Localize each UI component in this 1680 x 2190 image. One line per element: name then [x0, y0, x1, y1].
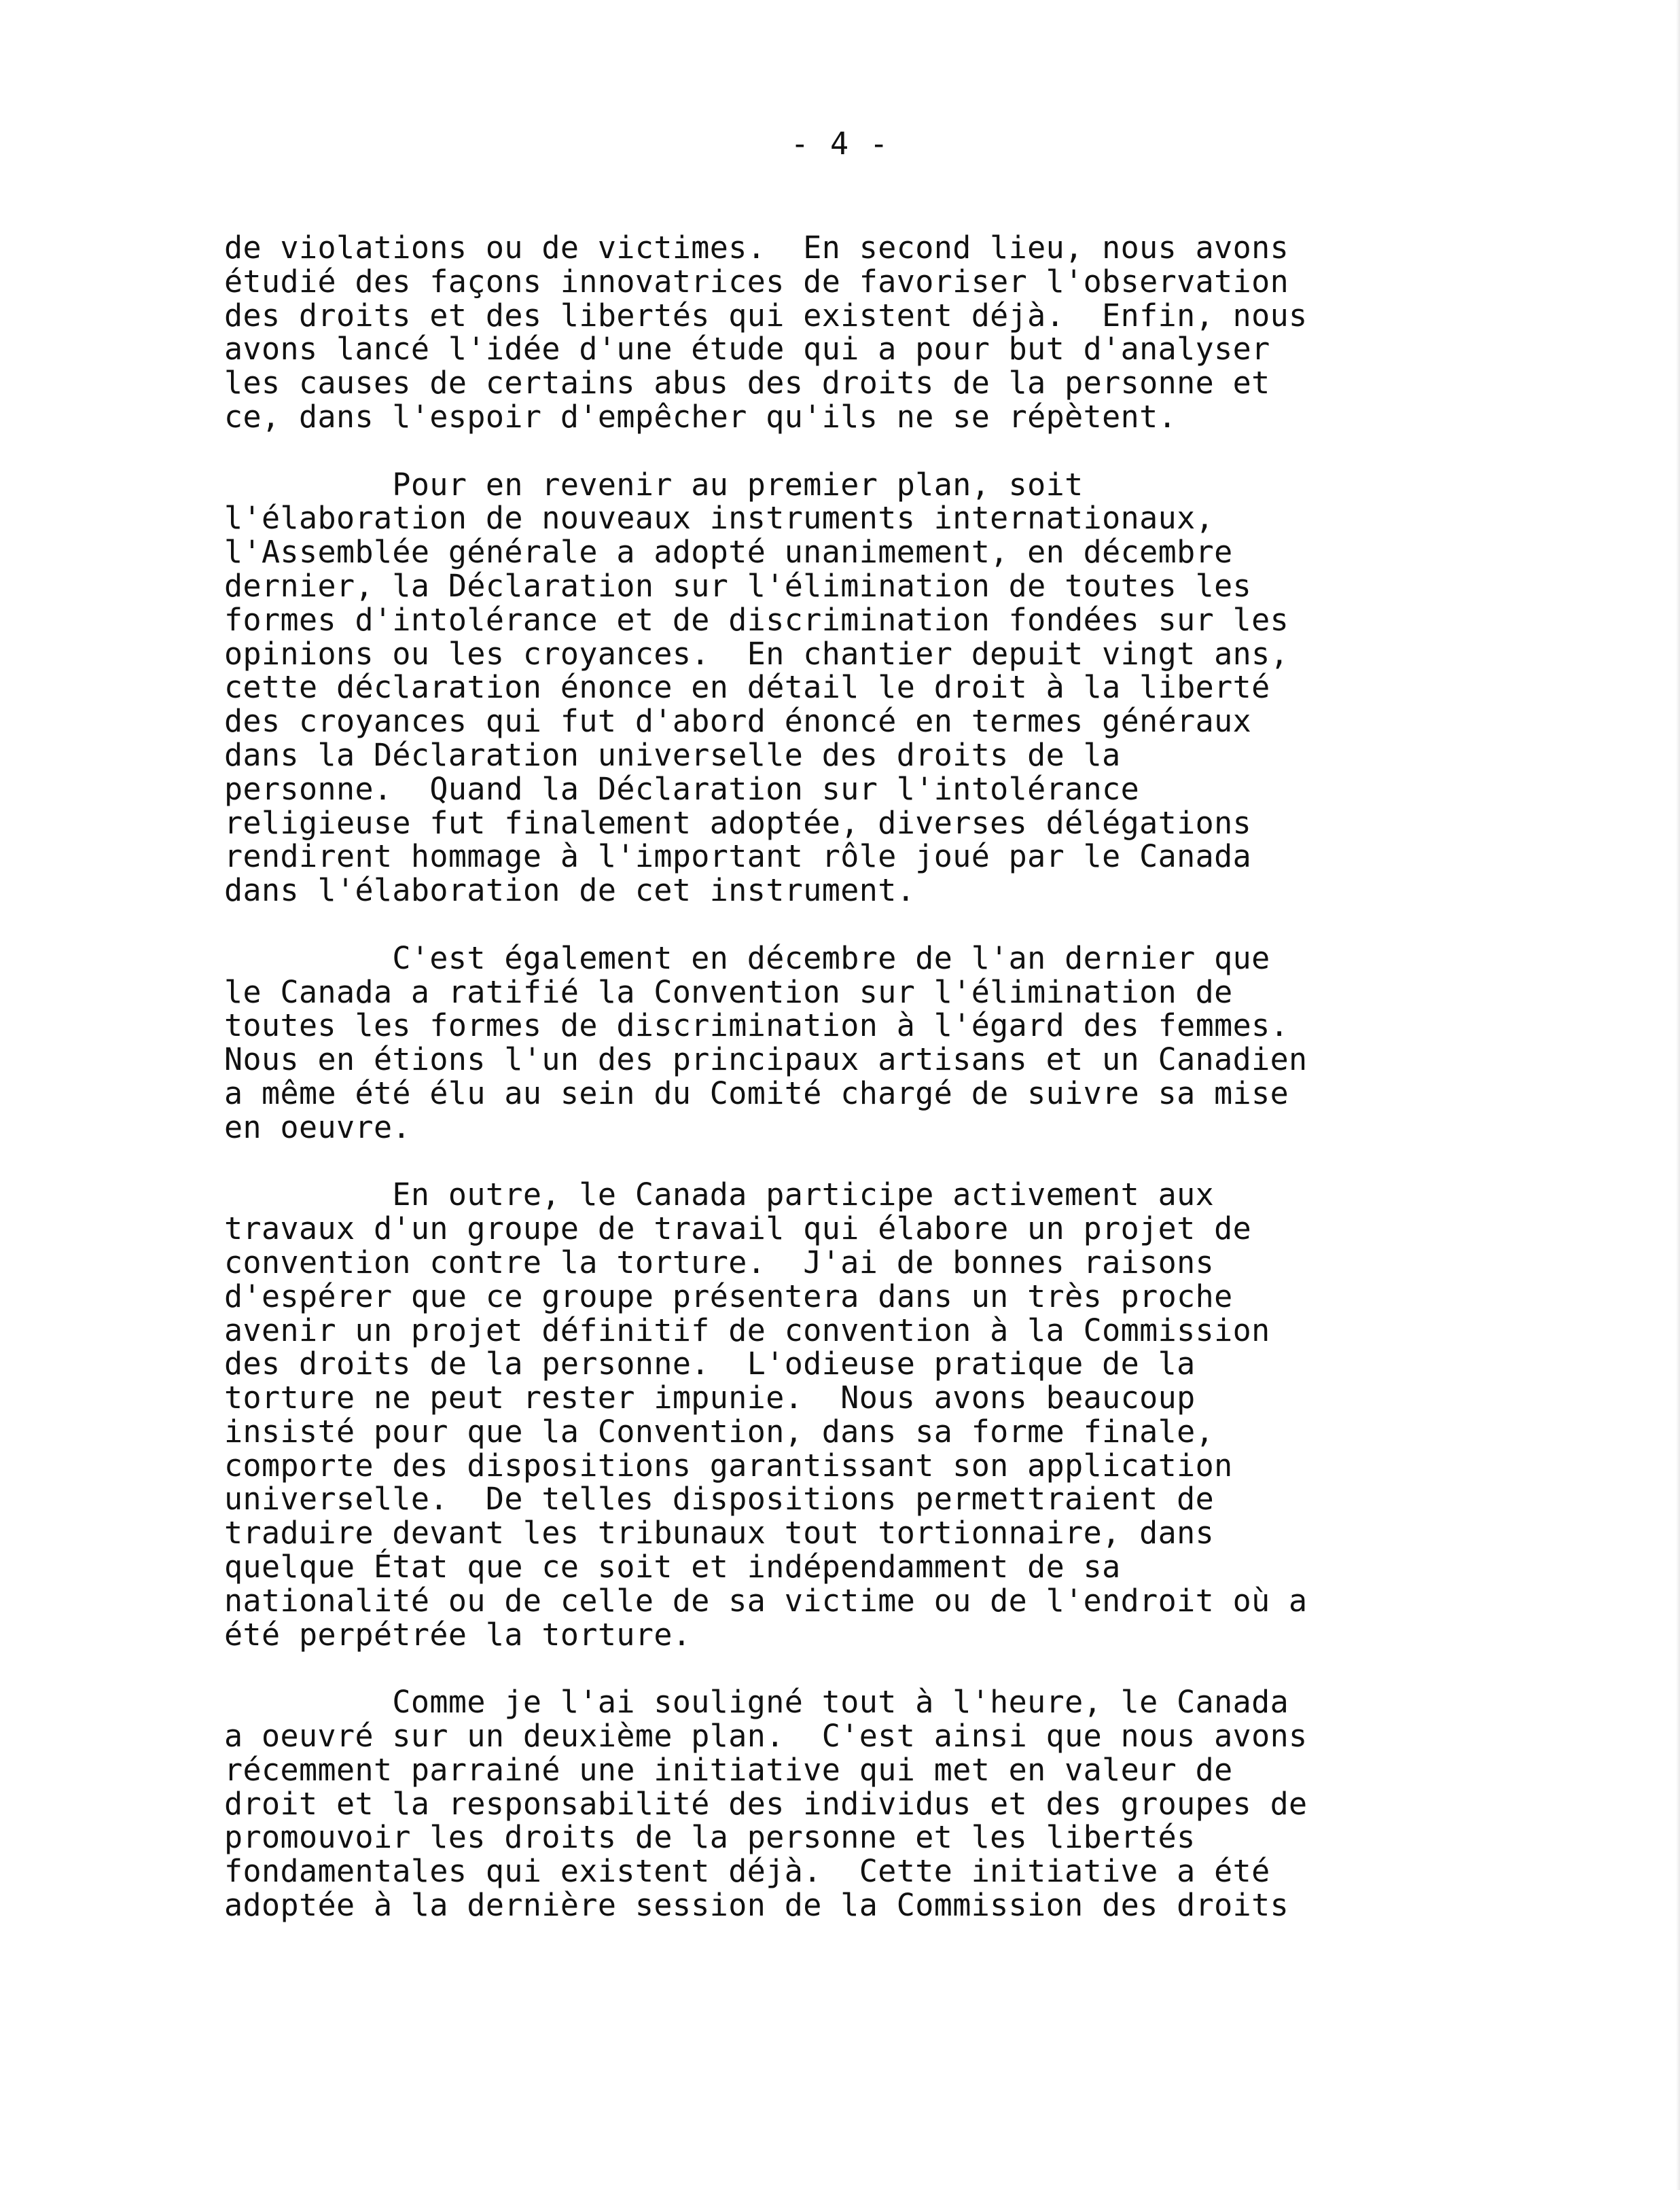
- text-line: en oeuvre.: [224, 1109, 411, 1145]
- paragraph-5: [224, 1685, 1447, 1922]
- text-line: a même été élu au sein du Comité chargé de suivre sa mise: [224, 1075, 1289, 1111]
- text-line: formes d'intolérance et de discrimination fondées sur les: [224, 601, 1289, 638]
- text-line: traduire devant les tribunaux tout tortionnaire, dans: [224, 1515, 1215, 1551]
- page-number: - 4 -: [790, 126, 890, 162]
- text-line: des droits de la personne. L'odieuse pratique de la: [224, 1346, 1196, 1382]
- text-line: quelque État que ce soit et indépendamment de sa: [224, 1549, 1121, 1585]
- paragraph-gap: [224, 908, 1447, 941]
- paragraph-4: [224, 1178, 1447, 1651]
- text-line: étudié des façons innovatrices de favoriser l'observation: [224, 263, 1289, 300]
- text-line: récemment parrainé une initiative qui met en valeur de: [224, 1751, 1233, 1788]
- text-line: promouvoir les droits de la personne et les libertés: [224, 1819, 1196, 1856]
- text-line: d'espérer que ce groupe présentera dans un très proche: [224, 1278, 1233, 1314]
- text-line: comporte des dispositions garantissant son application: [224, 1447, 1233, 1484]
- text-line: des droits et des libertés qui existent déjà. Enfin, nous: [224, 297, 1308, 334]
- text-line: adoptée à la dernière session de la Commission des droits: [224, 1887, 1289, 1924]
- text-line: dernier, la Déclaration sur l'élimination de toutes les: [224, 567, 1252, 604]
- text-line: torture ne peut rester impunie. Nous avons beaucoup: [224, 1380, 1196, 1416]
- text-line: ce, dans l'espoir d'empêcher qu'ils ne se répètent.: [224, 398, 1177, 435]
- paragraph-gap: [224, 1145, 1447, 1179]
- text-line: de violations ou de victimes. En second lieu, nous avons: [224, 230, 1289, 266]
- text-line: travaux d'un groupe de travail qui élabore un projet de: [224, 1210, 1252, 1247]
- paragraph-2: [224, 468, 1447, 908]
- text-line: a oeuvré sur un deuxième plan. C'est ainsi que nous avons: [224, 1718, 1308, 1755]
- paragraph-3: [224, 941, 1447, 1145]
- text-line: avons lancé l'idée d'une étude qui a pour but d'analyser: [224, 331, 1270, 367]
- body-text: [224, 231, 1447, 1922]
- text-line: l'élaboration de nouveaux instruments internationaux,: [224, 500, 1215, 537]
- text-line: dans l'élaboration de cet instrument.: [224, 872, 916, 909]
- text-line: cette déclaration énonce en détail le droit à la liberté: [224, 669, 1270, 706]
- text-line: personne. Quand la Déclaration sur l'intolérance: [224, 770, 1140, 807]
- text-line: insisté pour que la Convention, dans sa forme finale,: [224, 1413, 1215, 1450]
- text-line: toutes les formes de discrimination à l'égard des femmes.: [224, 1007, 1289, 1044]
- text-line: des croyances qui fut d'abord énoncé en termes généraux: [224, 703, 1252, 740]
- text-line: les causes de certains abus des droits de la personne et: [224, 365, 1270, 401]
- text-line: le Canada a ratifié la Convention sur l'élimination de: [224, 973, 1233, 1010]
- text-line: En outre, le Canada participe activement aux: [224, 1177, 1215, 1213]
- text-line: Pour en revenir au premier plan, soit: [224, 466, 1084, 503]
- text-line: opinions ou les croyances. En chantier depuit vingt ans,: [224, 635, 1289, 672]
- text-line: rendirent hommage à l'important rôle joué par le Canada: [224, 838, 1252, 875]
- text-line: Comme je l'ai souligné tout à l'heure, le Canada: [224, 1684, 1289, 1721]
- paragraph-gap: [224, 434, 1447, 468]
- text-line: droit et la responsabilité des individus et des groupes de: [224, 1785, 1308, 1822]
- scan-edge-shadow: [1676, 0, 1680, 2190]
- text-line: universelle. De telles dispositions permettraient de: [224, 1481, 1215, 1518]
- paragraph-1: [224, 231, 1447, 434]
- text-line: dans la Déclaration universelle des droits de la: [224, 736, 1121, 773]
- text-line: l'Assemblée générale a adopté unanimement, en décembre: [224, 534, 1233, 571]
- text-line: Nous en étions l'un des principaux artisans et un Canadien: [224, 1041, 1308, 1078]
- text-line: nationalité ou de celle de sa victime ou de l'endroit où a: [224, 1582, 1308, 1619]
- text-line: C'est également en décembre de l'an dernier que: [224, 939, 1270, 976]
- text-line: été perpétrée la torture.: [224, 1616, 692, 1653]
- text-line: fondamentales qui existent déjà. Cette initiative a été: [224, 1853, 1270, 1890]
- text-line: convention contre la torture. J'ai de bonnes raisons: [224, 1244, 1215, 1280]
- paragraph-gap: [224, 1651, 1447, 1685]
- text-line: avenir un projet définitif de convention à la Commission: [224, 1312, 1270, 1348]
- text-line: religieuse fut finalement adoptée, diverses délégations: [224, 804, 1252, 841]
